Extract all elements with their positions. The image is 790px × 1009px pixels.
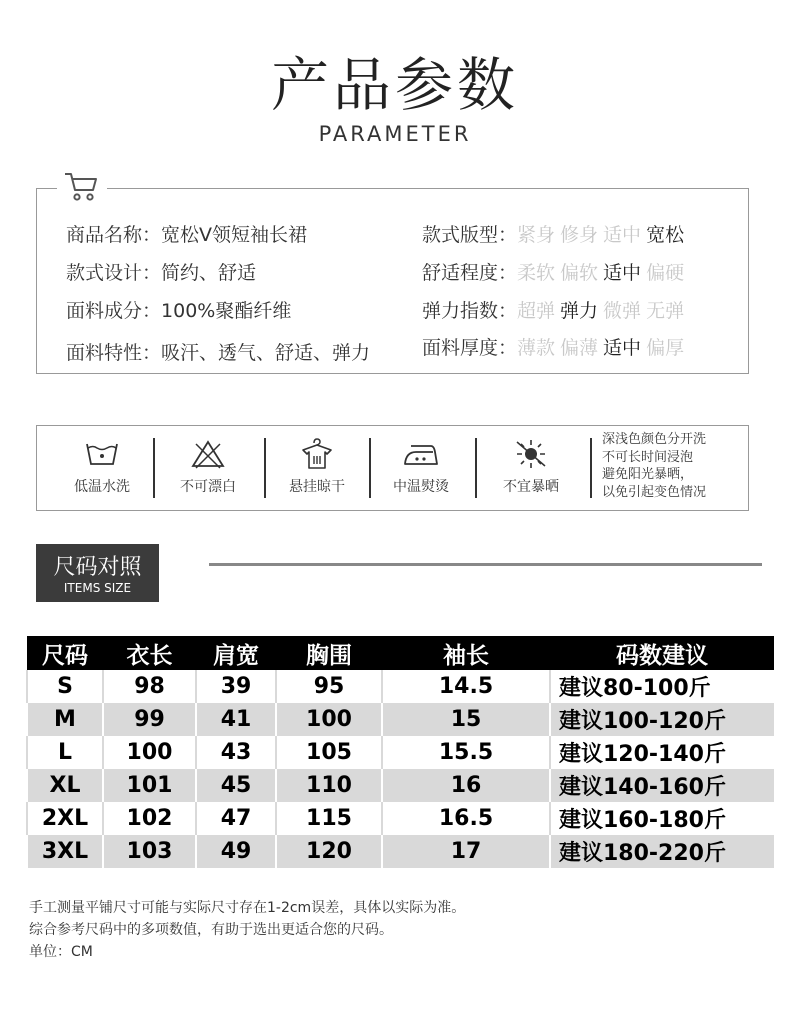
hang-dry-icon <box>299 438 335 470</box>
table-cell: XL <box>27 769 103 802</box>
header-cell: 尺码 <box>27 636 103 670</box>
page-subtitle: PARAMETER <box>318 122 472 146</box>
table-cell: 2XL <box>27 802 103 835</box>
option-unselected: 柔软 <box>517 262 556 284</box>
table-cell: 建议160-180斤 <box>550 802 774 835</box>
option-unselected: 偏薄 <box>560 337 599 359</box>
care-item-hang <box>267 438 367 496</box>
header-cell: 肩宽 <box>196 636 276 670</box>
param-thickness-label: 面料厚度： <box>422 337 518 359</box>
table-cell: 115 <box>276 802 382 835</box>
param-fit <box>422 220 689 247</box>
option-unselected: 薄款 <box>517 337 556 359</box>
table-cell: 3XL <box>27 835 103 868</box>
table-row <box>27 703 774 736</box>
option-selected: 弹力 <box>560 300 599 322</box>
option-unselected: 紧身 <box>517 224 556 246</box>
table-cell: 15.5 <box>382 736 550 769</box>
param-comfort-options <box>517 262 689 284</box>
param-fabric-value: 100%聚酯纤维 <box>161 300 292 322</box>
care-label-bleach: 不可漂白 <box>180 479 236 495</box>
care-label-iron: 中温熨烫 <box>393 479 449 495</box>
table-cell: 15 <box>382 703 550 736</box>
table-row <box>27 769 774 802</box>
table-row <box>27 736 774 769</box>
param-elastic-label: 弹力指数： <box>422 300 518 322</box>
param-fabric <box>66 296 291 323</box>
table-cell: 建议100-120斤 <box>550 703 774 736</box>
table-cell: M <box>27 703 103 736</box>
header-cell: 码数建议 <box>550 636 774 670</box>
table-cell: S <box>27 670 103 703</box>
table-cell: 41 <box>196 703 276 736</box>
table-cell: 建议140-160斤 <box>550 769 774 802</box>
table-cell: 102 <box>103 802 196 835</box>
option-unselected: 偏软 <box>560 262 599 284</box>
size-section-subtitle: ITEMS SIZE <box>63 581 132 595</box>
care-note-line: 以免引起变色情况 <box>602 484 707 500</box>
table-cell: 43 <box>196 736 276 769</box>
option-unselected: 微弹 <box>603 300 642 322</box>
table-cell: 103 <box>103 835 196 868</box>
table-cell: 100 <box>276 703 382 736</box>
size-section-label <box>36 544 159 602</box>
param-thickness-options <box>517 337 689 359</box>
option-unselected: 偏厚 <box>646 337 685 359</box>
option-unselected: 超弹 <box>517 300 556 322</box>
option-unselected: 偏硬 <box>646 262 685 284</box>
param-name <box>66 220 307 247</box>
care-note-line: 避免阳光暴晒， <box>602 467 694 482</box>
param-elastic <box>422 296 689 323</box>
size-section-title: 尺码对照 <box>53 555 142 580</box>
no-bleach-icon <box>190 438 226 470</box>
param-design-label: 款式设计： <box>66 262 162 284</box>
care-label-hang: 悬挂晾干 <box>289 479 345 495</box>
unit-note: 单位：CM <box>29 944 93 960</box>
option-selected: 适中 <box>603 262 642 284</box>
table-cell: 99 <box>103 703 196 736</box>
care-item-sun <box>481 438 581 496</box>
param-name-value: 宽松V领短袖长裙 <box>161 224 308 246</box>
param-feature-label: 面料特性： <box>66 342 162 364</box>
table-cell: 105 <box>276 736 382 769</box>
care-label-wash: 低温水洗 <box>74 479 130 495</box>
param-comfort <box>422 258 689 285</box>
table-cell: L <box>27 736 103 769</box>
table-cell: 49 <box>196 835 276 868</box>
table-row <box>27 670 774 703</box>
table-cell: 45 <box>196 769 276 802</box>
table-cell: 17 <box>382 835 550 868</box>
table-cell: 建议80-100斤 <box>550 670 774 703</box>
table-cell: 14.5 <box>382 670 550 703</box>
param-design-value: 简约、舒适 <box>161 262 257 284</box>
care-divider <box>590 438 592 498</box>
no-sun-icon <box>513 438 549 470</box>
care-note-line: 深浅色颜色分开洗 <box>602 432 707 447</box>
table-cell: 101 <box>103 769 196 802</box>
low-temp-wash-icon <box>84 438 120 470</box>
section-divider-line <box>209 563 762 566</box>
option-unselected: 适中 <box>603 224 642 246</box>
param-fit-label: 款式版型： <box>422 224 518 246</box>
param-comfort-label: 舒适程度： <box>422 262 518 284</box>
care-item-wash <box>52 438 152 496</box>
option-unselected: 无弹 <box>646 300 685 322</box>
param-fabric-label: 面料成分： <box>66 300 162 322</box>
page-title: 产品参数 <box>270 51 519 119</box>
size-table <box>26 636 773 868</box>
size-table-header <box>27 636 774 670</box>
table-cell: 100 <box>103 736 196 769</box>
table-row <box>27 802 774 835</box>
table-cell: 110 <box>276 769 382 802</box>
param-feature <box>66 338 370 365</box>
size-advice-note: 综合参考尺码中的多项数值，有助于选出更适合您的尺码。 <box>29 922 393 938</box>
shopping-cart-icon <box>63 170 99 202</box>
param-design <box>66 258 256 285</box>
medium-iron-icon <box>403 438 439 470</box>
care-label-sun: 不宜暴晒 <box>503 479 559 495</box>
table-cell: 95 <box>276 670 382 703</box>
table-cell: 建议180-220斤 <box>550 835 774 868</box>
table-cell: 39 <box>196 670 276 703</box>
param-elastic-options <box>517 300 689 322</box>
table-cell: 16.5 <box>382 802 550 835</box>
table-cell: 47 <box>196 802 276 835</box>
option-unselected: 修身 <box>560 224 599 246</box>
option-selected: 适中 <box>603 337 642 359</box>
care-divider <box>153 438 155 498</box>
header-cell: 衣长 <box>103 636 196 670</box>
header-cell: 胸围 <box>276 636 382 670</box>
care-item-iron <box>371 438 471 496</box>
param-feature-value: 吸汗、透气、舒适、弹力 <box>161 342 371 364</box>
care-divider <box>475 438 477 498</box>
param-fit-options <box>517 224 689 246</box>
table-cell: 建议120-140斤 <box>550 736 774 769</box>
table-cell: 16 <box>382 769 550 802</box>
care-divider <box>264 438 266 498</box>
param-thickness <box>422 333 689 360</box>
care-item-bleach <box>158 438 258 496</box>
option-selected: 宽松 <box>646 224 685 246</box>
care-note-line: 不可长时间浸泡 <box>602 449 694 465</box>
measurement-note: 手工测量平铺尺寸可能与实际尺寸存在1-2cm误差，具体以实际为准。 <box>29 900 466 916</box>
header-cell: 袖长 <box>382 636 550 670</box>
table-row <box>27 835 774 868</box>
table-cell: 98 <box>103 670 196 703</box>
table-cell: 120 <box>276 835 382 868</box>
care-note <box>602 431 706 501</box>
param-name-label: 商品名称： <box>66 224 162 246</box>
